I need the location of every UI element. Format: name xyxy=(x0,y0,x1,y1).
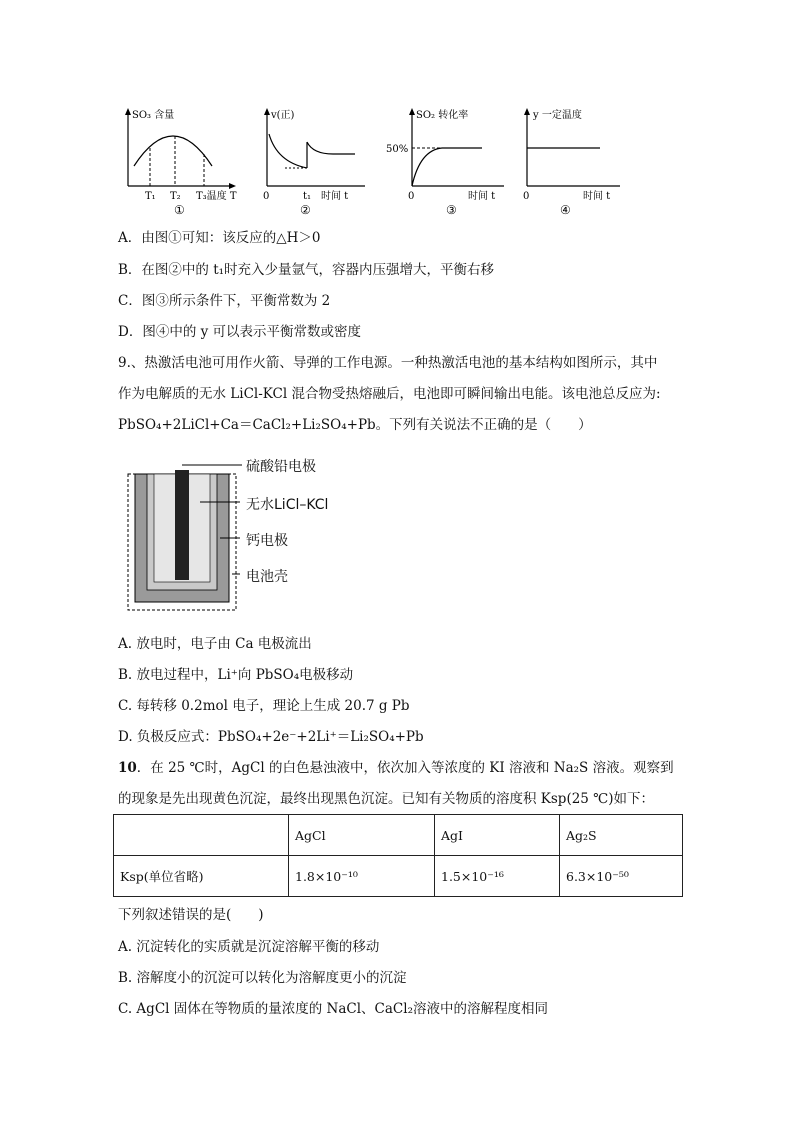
table-cell: 1.8×10⁻¹⁰ xyxy=(289,856,435,897)
q9-option-b: B. 放电过程中，Li⁺向 PbSO₄电极移动 xyxy=(118,667,354,683)
graph-3-ylabel: SO₂ 转化率 xyxy=(416,110,469,121)
q9-stem-line-2: 作为电解质的无水 LiCl-KCl 混合物受热熔融后，电池即可瞬间输出电能。该电池总反应为: xyxy=(118,386,661,402)
graph-1-ylabel: SO₃ 含量 xyxy=(132,110,175,121)
q8-option-b: B．在图②中的 t₁时充入少量氩气，容器内压强增大，平衡右移 xyxy=(118,262,495,278)
label-battery-shell: 电池壳 xyxy=(246,569,288,585)
graph-4-xlabel: 时间 t xyxy=(583,191,611,202)
graph-4-origin: 0 xyxy=(523,191,530,202)
table-row xyxy=(114,856,683,897)
graph-4-number: ④ xyxy=(560,203,571,217)
graph-3-xlabel: 时间 t xyxy=(468,191,496,202)
ksp-table xyxy=(113,814,683,897)
q9-option-d: D. 负极反应式：PbSO₄+2e⁻+2Li⁺＝Li₂SO₄+Pb xyxy=(118,729,424,745)
table-header-row xyxy=(114,815,683,856)
q10-stem-line-2: 的现象是先出现黄色沉淀，最终出现黑色沉淀。已知有关物质的溶度积 Ksp(25 ℃)如下： xyxy=(118,791,655,807)
q8-option-d: D．图④中的 y 可以表示平衡常数或密度 xyxy=(118,324,362,340)
graph-1-number: ① xyxy=(174,203,185,217)
graph-2 xyxy=(255,104,370,219)
graph-3-number: ③ xyxy=(446,203,457,217)
battery-structure xyxy=(120,452,350,614)
q8-option-c: C．图③所示条件下，平衡常数为 2 xyxy=(118,293,331,309)
graph-4-ylabel: y 一定温度 xyxy=(533,110,582,121)
table-cell: 1.5×10⁻¹⁶ xyxy=(435,856,560,897)
table-header-cell: Ag₂S xyxy=(560,815,683,856)
graph-2-ylabel: v(正) xyxy=(271,110,295,121)
q9-stem-line-3: PbSO₄+2LiCl+Ca＝CaCl₂+Li₂SO₄+Pb。下列有关说法不正确的是（ ） xyxy=(118,417,592,433)
graph-3-tick: 50% xyxy=(386,144,409,155)
graph-2-number: ② xyxy=(300,203,311,217)
graph-3 xyxy=(382,104,507,219)
q10-option-c: C. AgCl 固体在等物质的量浓度的 NaCl、CaCl₂溶液中的溶解程度相同 xyxy=(118,1001,548,1017)
q9-stem-line-1: 9.、热激活电池可用作火箭、导弹的工作电源。一种热激活电池的基本结构如图所示，其中 xyxy=(118,355,658,371)
q10-stem-text: ．在 25 ℃时，AgCl 的白色悬浊液中，依次加入等浓度的 KI 溶液和 Na₂S 溶液。观察到 xyxy=(136,760,674,776)
label-calcium-electrode: 钙电极 xyxy=(246,533,288,549)
q9-option-a: A. 放电时，电子由 Ca 电极流出 xyxy=(118,636,312,652)
graph-4 xyxy=(515,104,625,219)
graph-1 xyxy=(118,104,238,219)
table-row-label: Ksp(单位省略) xyxy=(114,856,289,897)
graph-2-origin: 0 xyxy=(263,191,270,202)
q10-option-b: B. 溶解度小的沉淀可以转化为溶解度更小的沉淀 xyxy=(118,970,407,986)
graph-3-origin: 0 xyxy=(408,191,415,202)
q8-option-a: A．由图①可知：该反应的△H＞0 xyxy=(118,230,321,246)
graph-1-t2: T₂ xyxy=(170,191,181,202)
table-cell: 6.3×10⁻⁵⁰ xyxy=(560,856,683,897)
battery-diagram xyxy=(120,452,350,618)
q9-option-c: C. 每转移 0.2mol 电子，理论上生成 20.7 g Pb xyxy=(118,698,410,714)
table-header-cell xyxy=(114,815,289,856)
graph-1-t3: T₃温度 T xyxy=(196,191,237,202)
label-anhydrous-electrolyte: 无水LiCl–KCl xyxy=(246,497,329,513)
table-header-cell: AgCl xyxy=(289,815,435,856)
q10-stem-line-1 xyxy=(118,758,674,778)
graph-2-t1: t₁ xyxy=(303,191,312,202)
table-header-cell: AgI xyxy=(435,815,560,856)
q10-number: 10 xyxy=(118,760,137,776)
q10-option-a: A. 沉淀转化的实质就是沉淀溶解平衡的移动 xyxy=(118,939,380,955)
q10-prompt: 下列叙述错误的是( ) xyxy=(118,907,264,923)
graph-1-t1: T₁ xyxy=(145,191,156,202)
label-lead-sulfate-electrode: 硫酸铅电极 xyxy=(246,459,316,475)
graph-2-xlabel: 时间 t xyxy=(321,191,349,202)
